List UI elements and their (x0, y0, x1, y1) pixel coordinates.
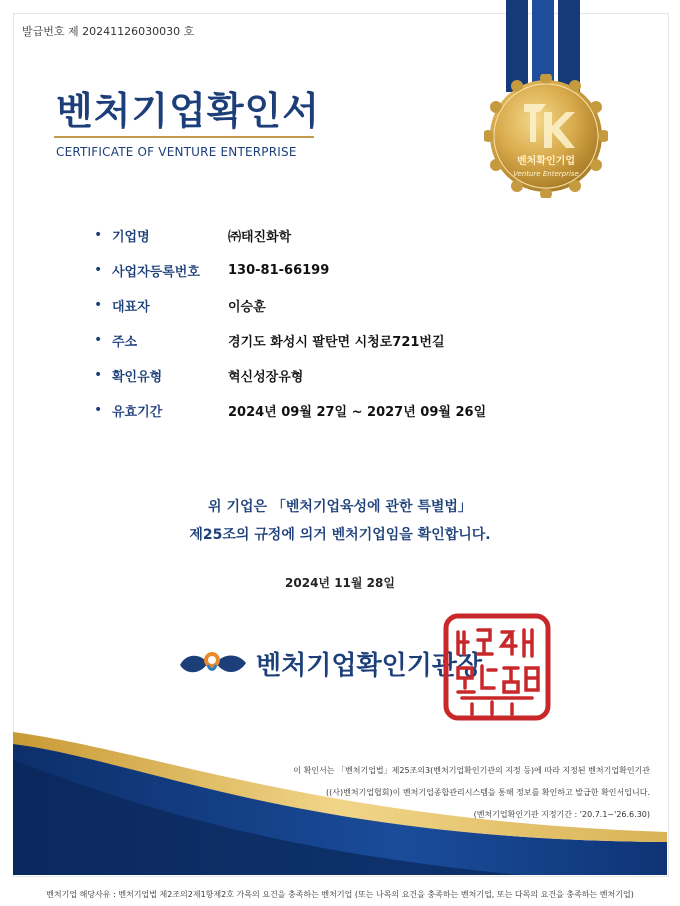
bullet-icon: • (94, 332, 103, 348)
bullet-icon: • (94, 262, 103, 278)
info-row-validity-period (94, 399, 486, 421)
field-value: ㈜태진화학 (228, 229, 292, 245)
note-line: (벤처기업확인기관 지정기간 : '20.7.1~'26.6.30) (473, 810, 650, 819)
medal-bottom-text: Venture Enterprise (513, 170, 579, 178)
info-row-representative (94, 294, 266, 316)
info-row-company-name (94, 224, 291, 246)
info-row-confirmation-type (94, 364, 303, 386)
footer-reason: 벤처기업 해당사유 : 벤처기업법 제2조의2제1항제2호 가목의 요건을 충족하는 벤처기업 (또는 나목의 요건을 충족하는 벤처기업, 또는 다목의 요건을 충족하는 벤처기업) (46, 890, 634, 899)
issuer-name: 벤처기업확인기관장 (256, 651, 483, 681)
bullet-icon: • (94, 297, 103, 313)
note-line: 이 확인서는 「벤처기업법」제25조의3(벤처기업확인기관의 지정 등)에 따라 지정된 벤처기업확인기관 (293, 766, 650, 775)
field-label: 사업자등록번호 (112, 264, 200, 280)
statement-line-2: 제25조의 규정에 의거 벤처기업임을 확인합니다. (189, 527, 491, 543)
issue-date: 2024년 11월 28일 (285, 576, 395, 590)
info-row-business-number (94, 259, 329, 281)
field-value: 이승훈 (228, 299, 266, 315)
note-line: ((사)벤처기업협회)이 벤처기업종합관리시스템을 통해 정보를 확인하고 발급한 확인서입니다. (326, 788, 650, 797)
bullet-icon: • (94, 402, 103, 418)
field-label: 대표자 (112, 299, 150, 315)
field-value: 2024년 09월 27일 ~ 2027년 09월 26일 (228, 404, 487, 420)
field-value: 경기도 화성시 팔탄면 시청로721번길 (228, 334, 445, 350)
field-label: 기업명 (112, 229, 150, 245)
legal-notes (293, 760, 650, 826)
bullet-icon: • (94, 227, 103, 243)
field-label: 주소 (112, 334, 138, 350)
title-divider (54, 136, 314, 138)
statement-line-1: 위 기업은 「벤처기업육성에 관한 특별법」 (208, 499, 472, 515)
medal-top-text: 벤처확인기업 (517, 156, 575, 167)
certificate-title: 벤처기업확인서 (56, 89, 320, 133)
official-seal-icon (442, 612, 552, 722)
field-value: 130-81-66199 (228, 262, 330, 278)
field-label: 유효기간 (112, 404, 163, 420)
field-value: 혁신성장유형 (228, 369, 304, 385)
certificate-subtitle: CERTIFICATE OF VENTURE ENTERPRISE (56, 145, 297, 159)
info-row-address (94, 329, 445, 351)
issue-number: 발급번호 제 20241126030030 호 (22, 25, 195, 38)
org-logo-icon (178, 645, 248, 681)
venture-medal-icon (484, 74, 608, 198)
bullet-icon: • (94, 367, 103, 383)
field-label: 확인유형 (112, 369, 163, 385)
